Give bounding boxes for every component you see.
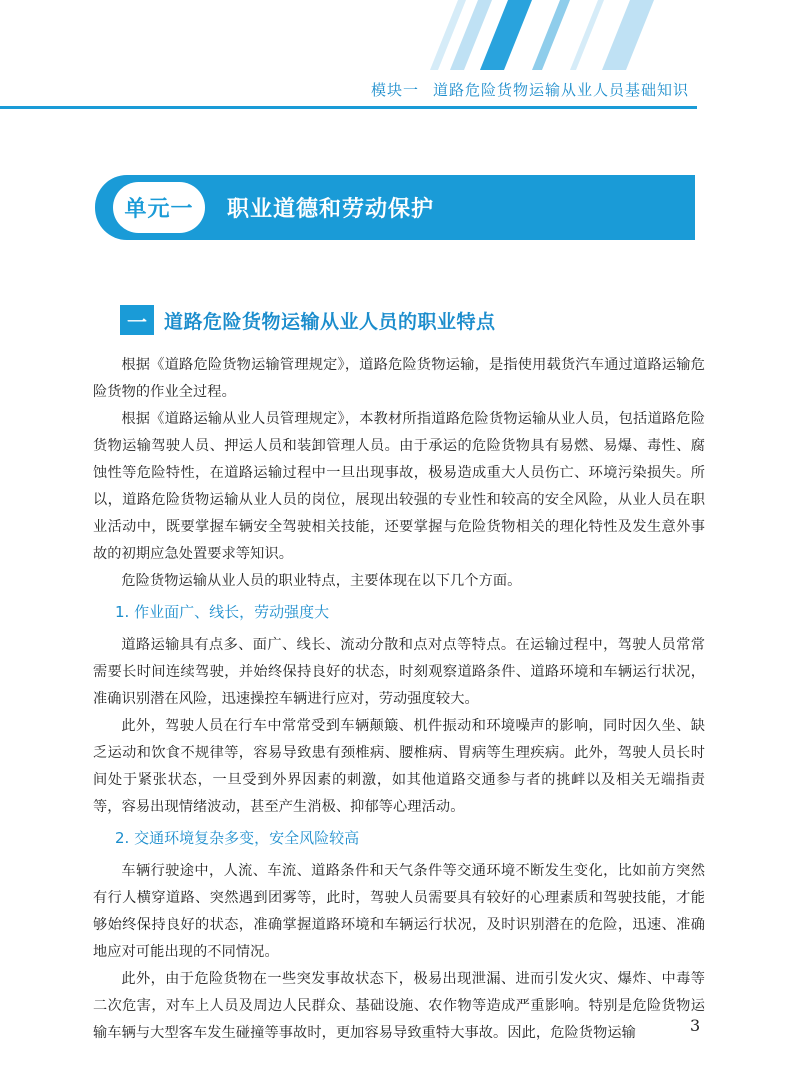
- paragraph: 根据《道路运输从业人员管理规定》，本教材所指道路危险货物运输从业人员，包括道路危险货物运输驾驶人员、押运人员和装卸管理人员。由于承运的危险货物具有易燃、易爆、毒性、腐蚀性等危险特性，在道路运输过程中一旦出现事故，极易造成重大人员伤亡、环境污染损失。所以，道路危险货物运输从业人员的岗位，展现出较强的专业性和较高的安全风险，从业人员在职业活动中，既要掌握车辆安全驾驶相关技能，还要掌握与危险货物相关的理化特性及发生意外事故的初期应急处置要求等知识。: [93, 411, 705, 562]
- running-header-text: [371, 79, 697, 100]
- subheading-2: 2. 交通环境复杂多变，安全风险较高: [115, 829, 360, 847]
- paragraph: 道路运输具有点多、面广、线长、流动分散和点对点等特点。在运输过程中，驾驶人员常常需要长时间连续驾驶，并始终保持良好的状态，时刻观察道路条件、道路环境和车辆运行状况，准确识别潜在风险，迅速操控车辆进行应对，劳动强度较大。: [93, 637, 705, 707]
- unit-label: 单元一: [124, 197, 194, 222]
- paragraph: 危险货物运输从业人员的职业特点，主要体现在以下几个方面。: [121, 573, 522, 589]
- unit-title: 职业道德和劳动保护: [227, 197, 435, 222]
- unit-banner: [95, 175, 695, 240]
- paragraph: 此外，由于危险货物在一些突发事故状态下，极易出现泄漏、进而引发火灾、爆炸、中毒等二次危害，对车上人员及周边人民群众、基础设施、农作物等造成严重影响。特别是危险货物运输车辆与大型客车发生碰撞等事故时，更加容易导致重特大事故。因此，危险货物运输: [93, 971, 705, 1041]
- running-header: [0, 72, 697, 109]
- header-stripes-decoration: [420, 0, 720, 70]
- section-title: 道路危险货物运输从业人员的职业特点: [164, 310, 496, 333]
- page-number: 3: [690, 1016, 701, 1035]
- section-number-badge: 一: [120, 305, 154, 335]
- paragraph: 此外，驾驶人员在行车中常常受到车辆颠簸、机件振动和环境噪声的影响，同时因久坐、缺乏运动和饮食不规律等，容易导致患有颈椎病、腰椎病、胃病等生理疾病。此外，驾驶人员长时间处于紧张状态，一旦受到外界因素的刺激，如其他道路交通参与者的挑衅以及相关无端指责等，容易出现情绪波动，甚至产生消极、抑郁等心理活动。: [93, 718, 705, 815]
- body-content: [93, 352, 705, 1047]
- module-label: 模块一: [370, 80, 419, 99]
- section-heading: [120, 303, 496, 337]
- module-title: 道路危险货物运输从业人员基础知识: [432, 80, 689, 99]
- paragraph: 根据《道路危险货物运输管理规定》，道路危险货物运输，是指使用载货汽车通过道路运输危险货物的作业全过程。: [93, 357, 705, 400]
- paragraph: 车辆行驶途中，人流、车流、道路条件和天气条件等交通环境不断发生变化，比如前方突然有行人横穿道路、突然遇到团雾等，此时，驾驶人员需要具有较好的心理素质和驾驶技能，才能够始终保持良好的状态，准确掌握道路环境和车辆运行状况，及时识别潜在的危险，迅速、准确地应对可能出现的不同情况。: [93, 863, 705, 960]
- subheading-1: 1. 作业面广、线长，劳动强度大: [115, 603, 330, 621]
- unit-label-pill: [113, 182, 205, 233]
